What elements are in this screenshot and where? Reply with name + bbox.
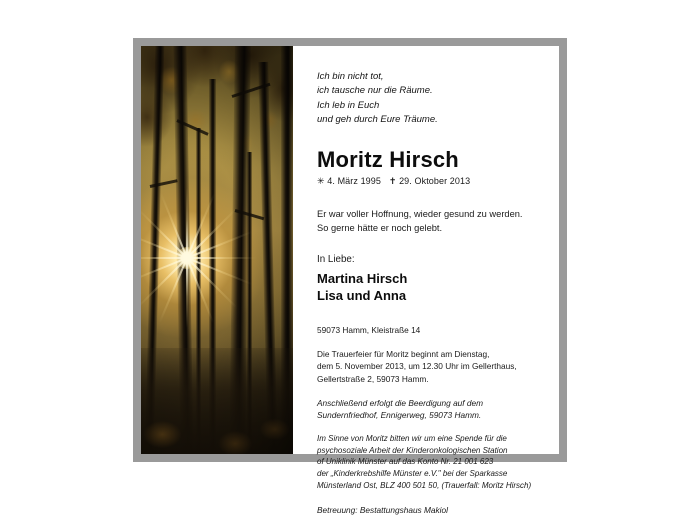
burial-line: Sundernfriedhof, Ennigerweg, 59073 Hamm.	[317, 410, 482, 421]
survivors-list	[317, 270, 537, 304]
memorial-message	[317, 207, 537, 236]
life-dates	[317, 176, 537, 187]
death-date: 29. Oktober 2013	[399, 175, 471, 186]
donation-line: der „Kinderkrebshilfe Münster e.V." bei der Sparkasse	[317, 469, 508, 479]
donation-line: Im Sinne von Moritz bitten wir um eine Spende für die	[317, 433, 507, 443]
memorial-photo	[141, 46, 293, 454]
vignette-overlay	[141, 46, 293, 454]
poem-line: Ich bin nicht tot,	[317, 71, 384, 82]
address-block	[317, 324, 537, 337]
funeral-service-block	[317, 348, 537, 386]
message-line: Er war voller Hoffnung, wieder gesund zu werden.	[317, 208, 523, 219]
in-love-label: In Liebe:	[317, 253, 355, 265]
donation-line: psychosoziale Arbeit der Kinderonkologischen Station	[317, 445, 508, 455]
funeral-home-credit: Betreuung: Bestattungshaus Makiol	[317, 504, 448, 515]
obituary-card	[133, 38, 567, 515]
donation-block	[317, 433, 537, 492]
survivor-name: Martina Hirsch	[317, 270, 408, 286]
poem-line: Ich leb in Euch	[317, 99, 380, 111]
message-line: So gerne hätte er noch gelebt.	[317, 223, 443, 234]
funeral-line: Die Trauerfeier für Moritz beginnt am Dienstag,	[317, 348, 490, 359]
obituary-text-pane	[293, 46, 559, 515]
funeral-line: dem 5. November 2013, um 12.30 Uhr im Gellerthaus,	[317, 361, 517, 372]
burial-block	[317, 397, 537, 422]
birth-date: 4. März 1995	[327, 175, 381, 186]
survivor-name: Lisa und Anna	[317, 287, 407, 303]
donation-line: of Uniklinik Münster auf das Konto Nr. 21 001 623	[317, 457, 494, 467]
birth-star-icon: ✳	[317, 175, 325, 186]
poem	[317, 70, 537, 128]
poem-line: und geh durch Eure Träume.	[317, 114, 438, 126]
donation-line: Münsterland Ost, BLZ 400 501 50, (Trauerfall: Moritz Hirsch)	[317, 481, 532, 491]
funeral-line: Gellertstraße 2, 59073 Hamm.	[317, 373, 429, 384]
deceased-name: Moritz Hirsch	[317, 146, 459, 172]
death-cross-icon: ✝	[388, 175, 397, 186]
poem-line: ich tausche nur die Räume.	[317, 85, 433, 97]
burial-line: Anschließend erfolgt die Beerdigung auf dem	[317, 397, 484, 408]
address-line: 59073 Hamm, Kleistraße 14	[317, 325, 421, 336]
